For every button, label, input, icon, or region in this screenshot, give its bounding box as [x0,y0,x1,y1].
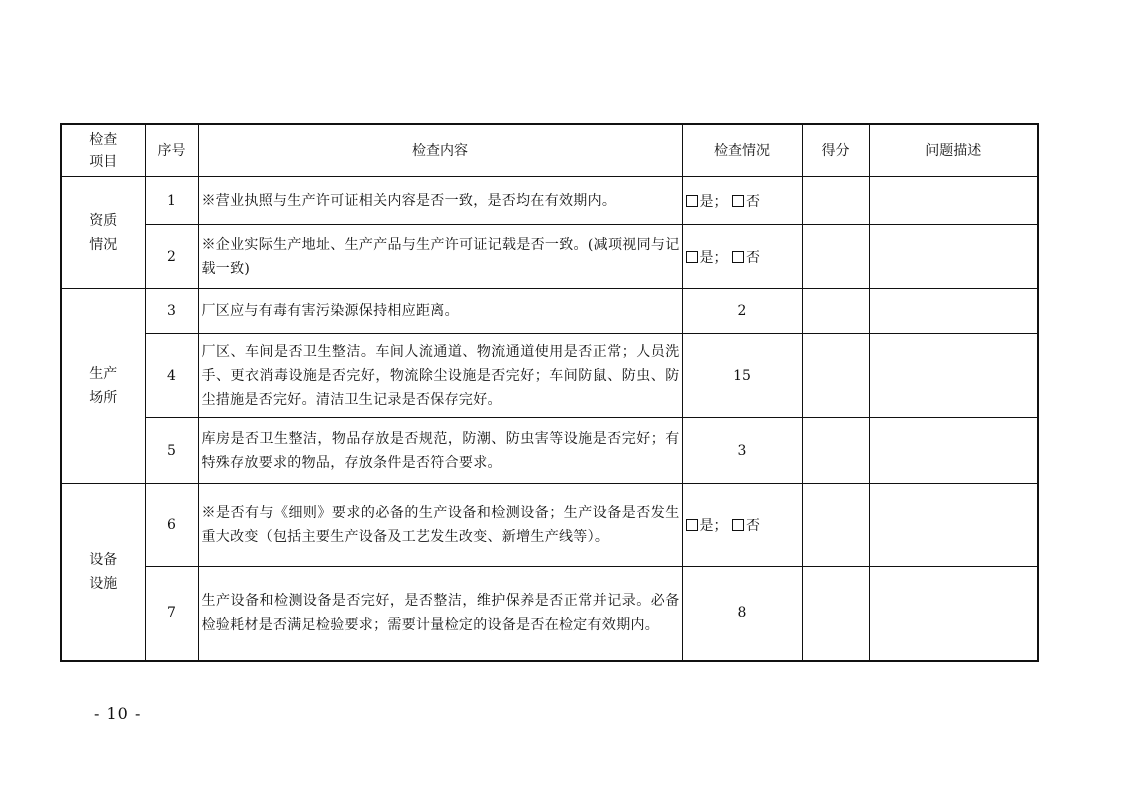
table-row [61,334,1038,418]
header-category-label: 检查 项目 [89,131,118,170]
row-issue[interactable] [869,418,1038,484]
row-number: 5 [145,418,198,484]
row-number: 1 [145,177,198,225]
category-cell [61,484,145,661]
category-cell [61,177,145,289]
table-row [61,289,1038,334]
yes-label: 是； [699,249,728,266]
table-row [61,225,1038,289]
row-content: ※企业实际生产地址、生产产品与生产许可证记载是否一致。(减项视同与记载一致) [198,225,682,289]
category-cell [61,289,145,484]
row-score[interactable] [802,334,869,418]
no-label: 否 [745,249,760,266]
row-issue[interactable] [869,289,1038,334]
row-issue[interactable] [869,484,1038,567]
row-status: 15 [682,334,802,418]
header-score [802,124,869,177]
row-issue[interactable] [869,177,1038,225]
row-issue[interactable] [869,334,1038,418]
row-number: 3 [145,289,198,334]
table-row [61,418,1038,484]
no-checkbox-icon[interactable] [732,195,744,207]
row-number: 4 [145,334,198,418]
header-score-label: 得分 [821,142,850,159]
header-issue-label: 问题描述 [925,142,982,159]
row-issue[interactable] [869,567,1038,661]
row-status: 2 [682,289,802,334]
inspection-table [60,123,1039,662]
page-number: - 10 - [94,704,142,723]
row-number: 7 [145,567,198,661]
yes-checkbox-icon[interactable] [686,519,698,531]
header-no [145,124,198,177]
no-checkbox-icon[interactable] [732,251,744,263]
row-content: ※是否有与《细则》要求的必备的生产设备和检测设备；生产设备是否发生重大改变（包括主要生产设备及工艺发生改变、新增生产线等）。 [198,484,682,567]
row-status: 3 [682,418,802,484]
row-content: 厂区应与有毒有害污染源保持相应距离。 [198,289,682,334]
row-status [682,177,802,225]
header-no-label: 序号 [157,142,186,159]
yes-checkbox-icon[interactable] [686,195,698,207]
row-score[interactable] [802,567,869,661]
table-body [61,177,1038,661]
header-status [682,124,802,177]
header-issue [869,124,1038,177]
row-content: 厂区、车间是否卫生整洁。车间人流通道、物流通道使用是否正常；人员洗手、更衣消毒设施是否完好，物流除尘设施是否完好；车间防鼠、防虫、防尘措施是否完好。清洁卫生记录是否保存完好。 [198,334,682,418]
category-label: 资质 情况 [89,212,118,253]
table-row [61,484,1038,567]
row-score[interactable] [802,418,869,484]
row-score[interactable] [802,289,869,334]
header-category [61,124,145,177]
header-content-label: 检查内容 [412,142,468,159]
row-score[interactable] [802,484,869,567]
yes-label: 是； [699,193,728,210]
yes-checkbox-icon[interactable] [686,251,698,263]
no-label: 否 [745,518,760,534]
row-number: 2 [145,225,198,289]
row-score[interactable] [802,177,869,225]
no-checkbox-icon[interactable] [732,519,744,531]
row-status [682,225,802,289]
row-status: 8 [682,567,802,661]
table-row [61,567,1038,661]
row-issue[interactable] [869,225,1038,289]
yes-label: 是； [699,518,728,534]
header-content [198,124,682,177]
row-score[interactable] [802,225,869,289]
row-number: 6 [145,484,198,567]
header-status-label: 检查情况 [714,142,770,159]
row-status [682,484,802,567]
row-content: 库房是否卫生整洁，物品存放是否规范，防潮、防虫害等设施是否完好；有特殊存放要求的物品，存放条件是否符合要求。 [198,418,682,484]
row-content: ※营业执照与生产许可证相关内容是否一致，是否均在有效期内。 [198,177,682,225]
table-header-row [61,124,1038,177]
no-label: 否 [745,193,760,210]
table-row [61,177,1038,225]
row-content: 生产设备和检测设备是否完好，是否整洁，维护保养是否正常并记录。必备检验耗材是否满足检验要求；需要计量检定的设备是否在检定有效期内。 [198,567,682,661]
category-label: 生产 场所 [89,366,118,406]
category-label: 设备 设施 [89,551,118,592]
